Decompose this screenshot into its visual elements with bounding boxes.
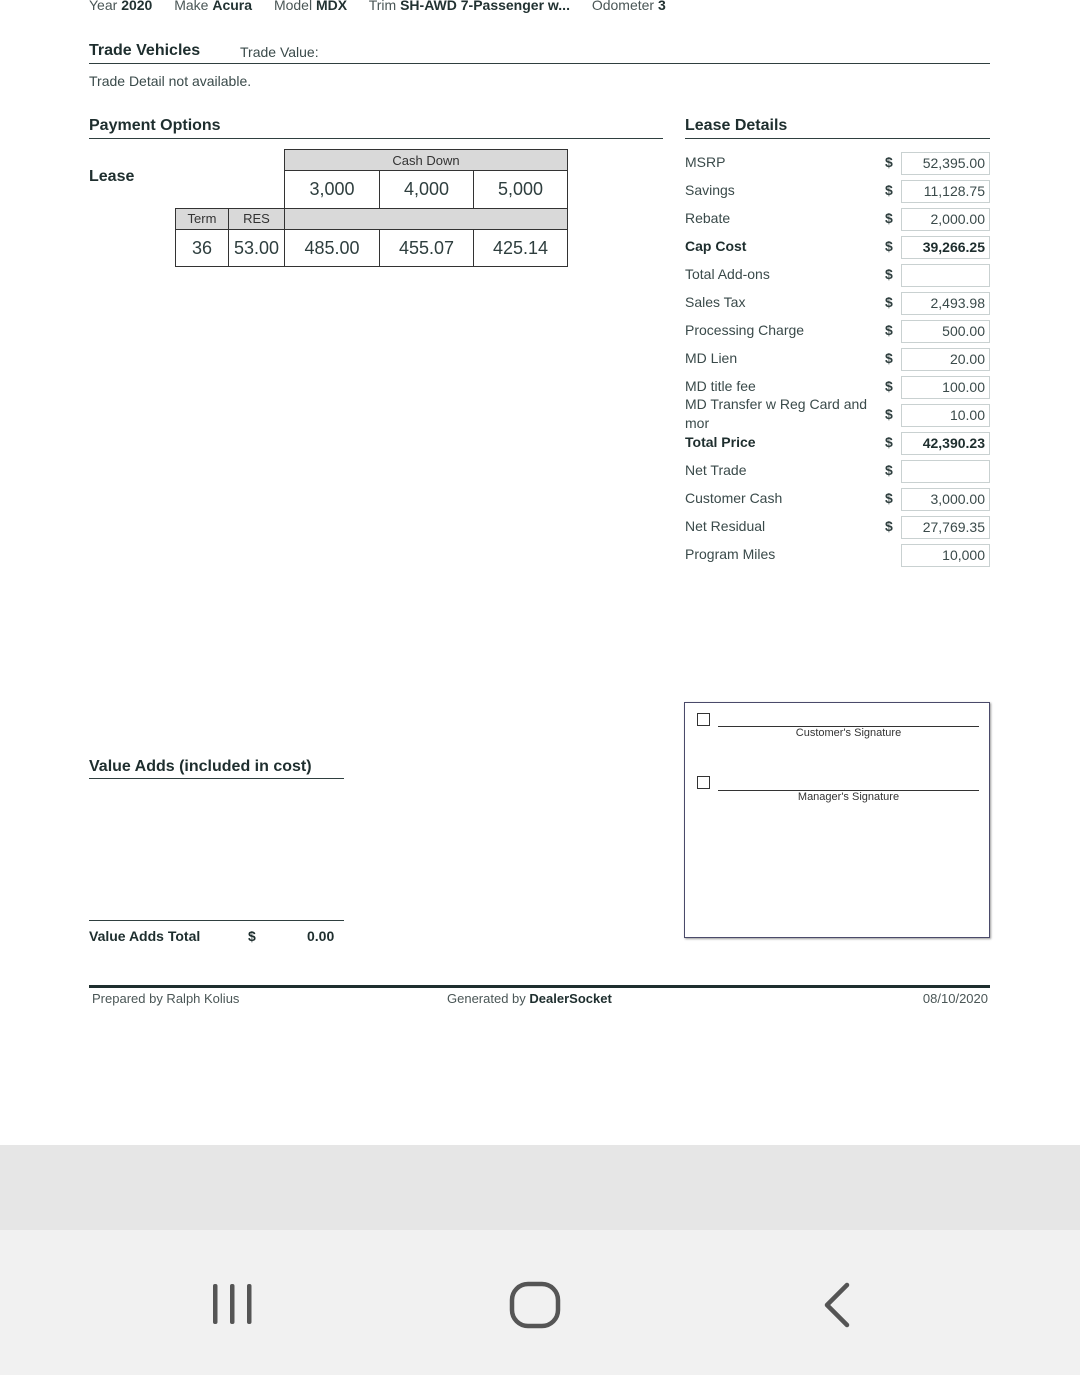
sales-tax-label: Sales Tax bbox=[685, 294, 746, 310]
customer-signature-checkbox[interactable] bbox=[697, 713, 710, 726]
savings-label: Savings bbox=[685, 182, 735, 198]
trade-vehicles-title: Trade Vehicles bbox=[89, 42, 201, 59]
payment-header-spacer bbox=[284, 208, 568, 230]
trim-value: SH-AWD 7-Passenger w... bbox=[400, 0, 570, 13]
payment-cell[interactable]: 485.00 bbox=[284, 229, 380, 267]
md-title-fee-value: 100.00 bbox=[901, 376, 990, 399]
cash-down-option[interactable]: 4,000 bbox=[379, 170, 474, 209]
dollar-sign: $ bbox=[885, 462, 893, 478]
dollar-sign: $ bbox=[885, 266, 893, 282]
trim-label: Trim bbox=[368, 0, 397, 13]
savings-value: 11,128.75 bbox=[901, 180, 990, 203]
cash-down-header: Cash Down bbox=[284, 149, 568, 171]
res-value: 53.00 bbox=[228, 229, 285, 267]
prepared-by-text: Prepared by Ralph Kolius bbox=[92, 991, 240, 1006]
back-icon[interactable] bbox=[815, 1280, 860, 1332]
net-trade-value bbox=[901, 460, 990, 483]
dollar-sign: $ bbox=[885, 182, 893, 198]
total-price-label: Total Price bbox=[685, 434, 756, 450]
model-value: MDX bbox=[315, 0, 348, 13]
dollar-sign: $ bbox=[885, 238, 893, 254]
payment-divider bbox=[89, 138, 663, 139]
model-label: Model bbox=[273, 0, 313, 13]
program-miles-value: 10,000 bbox=[901, 544, 990, 567]
net-residual-value: 27,769.35 bbox=[901, 516, 990, 539]
payment-cell[interactable]: 455.07 bbox=[379, 229, 474, 267]
cash-down-option[interactable]: 3,000 bbox=[284, 170, 380, 209]
navigation-bar bbox=[0, 1230, 1080, 1375]
trade-value-label: Trade Value: bbox=[240, 44, 319, 60]
net-trade-label: Net Trade bbox=[685, 462, 747, 478]
dollar-sign: $ bbox=[885, 490, 893, 506]
dollar-sign: $ bbox=[885, 294, 893, 310]
cap-cost-value: 39,266.25 bbox=[901, 236, 990, 259]
year-value: 2020 bbox=[121, 0, 153, 13]
manager-signature-label: Manager's Signature bbox=[797, 791, 900, 803]
value-adds-total-divider bbox=[89, 920, 344, 921]
md-transfer-value: 10.00 bbox=[901, 404, 990, 427]
net-residual-label: Net Residual bbox=[685, 518, 766, 534]
value-adds-title: Value Adds (included in cost) bbox=[89, 758, 312, 775]
term-header: Term bbox=[175, 208, 229, 230]
processing-charge-value: 500.00 bbox=[901, 320, 990, 343]
year-label: Year bbox=[89, 0, 118, 13]
make-value: Acura bbox=[212, 0, 253, 13]
value-adds-divider bbox=[89, 778, 344, 779]
value-adds-total-label: Value Adds Total bbox=[89, 928, 201, 944]
make-label: Make bbox=[174, 0, 209, 13]
odometer-value: 3 bbox=[657, 0, 666, 13]
generated-by-text bbox=[447, 991, 612, 1006]
total-addons-label: Total Add-ons bbox=[685, 266, 770, 282]
customer-signature-label: Customer's Signature bbox=[795, 727, 902, 739]
program-miles-label: Program Miles bbox=[685, 546, 776, 562]
payment-cell[interactable]: 425.14 bbox=[473, 229, 568, 267]
md-title-fee-label: MD title fee bbox=[685, 378, 756, 394]
md-lien-value: 20.00 bbox=[901, 348, 990, 371]
md-transfer-label: MD Transfer w Reg Card and bbox=[685, 396, 868, 412]
dollar-sign: $ bbox=[885, 154, 893, 170]
lease-details-title: Lease Details bbox=[685, 117, 788, 134]
system-gray-band bbox=[0, 1145, 1080, 1230]
dollar-sign: $ bbox=[885, 434, 893, 450]
rebate-label: Rebate bbox=[685, 210, 731, 226]
payment-options-title: Payment Options bbox=[89, 117, 221, 134]
odometer-label: Odometer bbox=[591, 0, 655, 13]
dollar-sign: $ bbox=[885, 322, 893, 338]
lease-details-divider bbox=[685, 138, 990, 139]
processing-charge-label: Processing Charge bbox=[685, 322, 805, 338]
payment-type-label: Lease bbox=[89, 168, 135, 185]
total-price-value: 42,390.23 bbox=[901, 432, 990, 455]
home-icon[interactable] bbox=[507, 1280, 563, 1332]
footer-divider bbox=[89, 985, 990, 988]
md-lien-label: MD Lien bbox=[685, 350, 738, 366]
customer-cash-value: 3,000.00 bbox=[901, 488, 990, 511]
dollar-sign: $ bbox=[248, 928, 256, 944]
footer-date: 08/10/2020 bbox=[922, 991, 988, 1006]
term-value: 36 bbox=[175, 229, 229, 267]
manager-signature-checkbox[interactable] bbox=[697, 776, 710, 789]
signature-box bbox=[684, 702, 990, 938]
trade-detail-text: Trade Detail not available. bbox=[89, 73, 252, 89]
cap-cost-label: Cap Cost bbox=[685, 238, 747, 254]
vehicle-summary bbox=[89, 0, 684, 13]
dollar-sign: $ bbox=[885, 518, 893, 534]
sales-tax-value: 2,493.98 bbox=[901, 292, 990, 315]
rebate-value: 2,000.00 bbox=[901, 208, 990, 231]
generated-by-brand: DealerSocket bbox=[529, 991, 612, 1006]
res-header: RES bbox=[228, 208, 285, 230]
dollar-sign: $ bbox=[885, 350, 893, 366]
customer-cash-label: Customer Cash bbox=[685, 490, 783, 506]
dollar-sign: $ bbox=[885, 378, 893, 394]
total-addons-value bbox=[901, 264, 990, 287]
md-transfer-label-continued: mor bbox=[685, 415, 710, 431]
msrp-label: MSRP bbox=[685, 154, 726, 170]
dollar-sign: $ bbox=[885, 210, 893, 226]
generated-by-prefix: Generated by bbox=[447, 991, 526, 1006]
value-adds-total-value: 0.00 bbox=[307, 928, 335, 944]
dollar-sign: $ bbox=[885, 406, 893, 422]
recent-apps-icon[interactable] bbox=[205, 1280, 260, 1332]
cash-down-option[interactable]: 5,000 bbox=[473, 170, 568, 209]
msrp-value: 52,395.00 bbox=[901, 152, 990, 175]
trade-divider bbox=[89, 63, 990, 64]
